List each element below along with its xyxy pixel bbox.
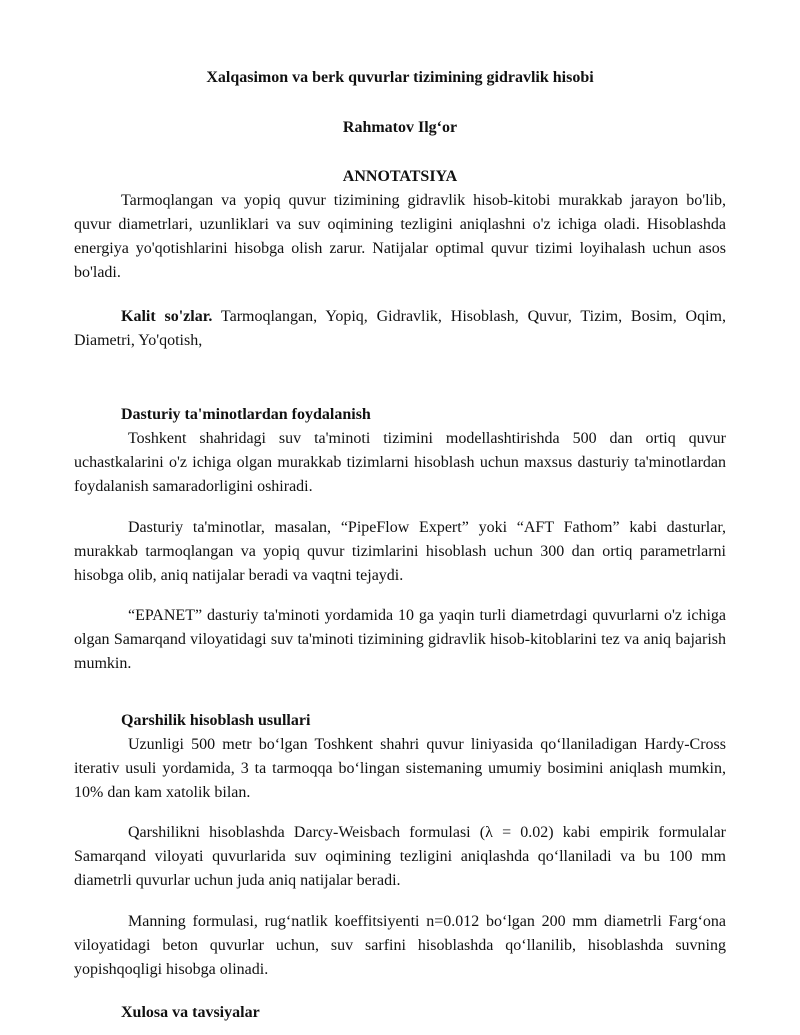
keywords-paragraph [74,305,726,353]
paper-title: Xalqasimon va berk quvurlar tizimining gidravlik hisobi [206,69,594,86]
paragraph-resistance-2: Qarshilikni hisoblashda Darcy-Weisbach formulasi (λ = 0.02) kabi empirik formulalar Samarqand viloyati quvurlarida suv oqimining tezligini aniqlashda qo‘llaniladi va bu 100 mm diametrli quvurlar uchun juda aniq natijalar beradi. [74,824,726,889]
section-heading-software: Dasturiy ta'minotlardan foydalanish [121,406,371,423]
paragraph-software-2: Dasturiy ta'minotlar, masalan, “PipeFlow Expert” yoki “AFT Fathom” kabi dasturlar, murakkab tarmoqlangan va yopiq quvur tizimlarini hisoblash uchun 300 dan ortiq parametrlarni hisobga olib, aniq natijalar beradi va vaqtni tejaydi. [74,519,726,584]
keywords-label: Kalit so'zlar. [121,308,213,325]
paragraph-software-3: “EPANET” dasturiy ta'minoti yordamida 10 ga yaqin turli diametrdagi quvurlarni o'z ichiga olgan Samarqand viloyatidagi suv ta'minoti tizimining gidravlik hisob-kitoblarini tez va aniq bajarish mumkin. [74,607,726,672]
section-heading-resistance: Qarshilik hisoblash usullari [121,712,311,729]
abstract-paragraph: Tarmoqlangan va yopiq quvur tizimining gidravlik hisob-kitobi murakkab jarayon bo'lib, quvur diametrlari, uzunliklari va suv oqimining tezligini aniqlashni o'z ichiga oladi. Hisoblashda energiya yo'qotishlarini hisobga olish zarur. Natijalar optimal quvur tizimi loyihalash uchun asos bo'ladi. [74,192,726,281]
section-heading-conclusion: Xulosa va tavsiyalar [121,1004,260,1021]
author-name: Rahmatov Ilg‘or [342,119,458,136]
paragraph-resistance-3: Manning formulasi, rug‘natlik koeffitsiyenti n=0.012 bo‘lgan 200 mm diametrli Farg‘ona viloyatidagi beton quvurlar uchun, suv sarfini hisoblashda qo‘llanilib, hisoblashda suvning yopishqoqligi hisobga olinadi. [74,913,726,978]
paragraph-software-1: Toshkent shahridagi suv ta'minoti tizimini modellashtirishda 500 dan ortiq quvur uchastkalarini o'z ichiga olgan murakkab tizimlarni hisoblash uchun maxsus dasturiy ta'minotlardan foydalanish samaradorligini oshiradi. [74,430,726,495]
abstract-heading: ANNOTATSIYA [342,168,458,185]
paragraph-resistance-1: Uzunligi 500 metr bo‘lgan Toshkent shahri quvur liniyasida qo‘llaniladigan Hardy-Cross iterativ usuli yordamida, 3 ta tarmoqqa bo‘lingan sistemaning umumiy bosimini aniqlash mumkin, 10% dan kam xatolik bilan. [74,736,726,801]
keywords-list: Tarmoqlangan, Yopiq, Gidravlik, Hisoblash, Quvur, Tizim, Bosim, Oqim, Diametri, Yo'qotish, [74,308,727,349]
